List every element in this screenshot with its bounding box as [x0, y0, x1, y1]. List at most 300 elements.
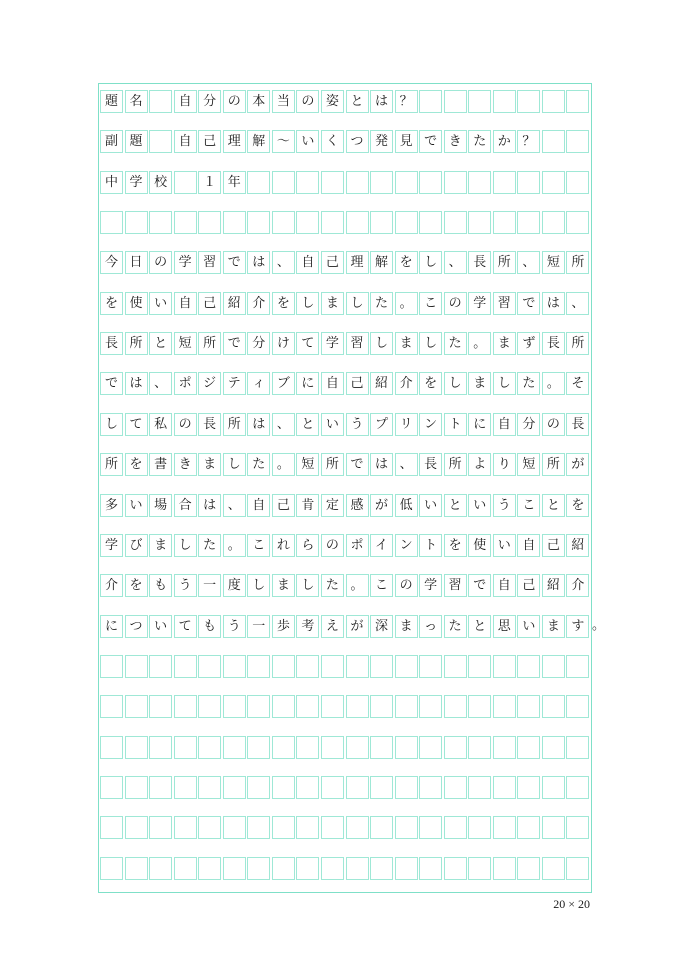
grid-cell — [149, 211, 172, 234]
grid-cell — [517, 776, 540, 799]
grid-cell: い — [419, 494, 442, 517]
grid-cell: 介 — [395, 372, 418, 395]
grid-cell — [493, 816, 516, 839]
grid-cell: 深 — [370, 615, 393, 638]
grid-cell: ま — [198, 453, 221, 476]
grid-cell: た — [247, 453, 270, 476]
grid-cell — [468, 171, 491, 194]
grid-cell: ト — [444, 413, 467, 436]
grid-cell — [149, 776, 172, 799]
grid-cell — [272, 695, 295, 718]
grid-cell: ま — [321, 292, 344, 315]
grid-row — [99, 171, 591, 194]
grid-cell — [566, 655, 589, 678]
grid-cell — [419, 171, 442, 194]
grid-cell — [149, 655, 172, 678]
grid-cell: の — [174, 413, 197, 436]
grid-cell: た — [517, 372, 540, 395]
grid-cell: 所 — [198, 332, 221, 355]
grid-cell — [419, 776, 442, 799]
overflow-punctuation: 。 — [592, 617, 606, 633]
grid-cell: 習 — [198, 251, 221, 274]
grid-cell: 自 — [493, 413, 516, 436]
grid-cell — [517, 171, 540, 194]
grid-cell: 長 — [100, 332, 123, 355]
grid-cell: 分 — [247, 332, 270, 355]
grid-cell — [370, 655, 393, 678]
grid-cell: う — [174, 574, 197, 597]
grid-row — [99, 453, 591, 476]
grid-cell: し — [370, 332, 393, 355]
grid-cell: ま — [272, 574, 295, 597]
grid-cell — [419, 816, 442, 839]
grid-cell: 所 — [223, 413, 246, 436]
grid-cell: 己 — [542, 534, 565, 557]
grid-cell — [247, 171, 270, 194]
grid-cell: 多 — [100, 494, 123, 517]
grid-cell — [542, 736, 565, 759]
grid-cell: ジ — [198, 372, 221, 395]
grid-cell: 低 — [395, 494, 418, 517]
grid-cell — [395, 171, 418, 194]
grid-cell — [100, 211, 123, 234]
grid-cell: は — [198, 494, 221, 517]
grid-row — [99, 816, 591, 839]
grid-cell: を — [566, 494, 589, 517]
grid-cell — [444, 695, 467, 718]
grid-cell: て — [125, 413, 148, 436]
grid-cell — [125, 816, 148, 839]
grid-cell: 感 — [346, 494, 369, 517]
grid-cell — [223, 776, 246, 799]
grid-row — [99, 90, 591, 113]
grid-cell: 習 — [444, 574, 467, 597]
grid-row — [99, 776, 591, 799]
grid-cell — [223, 211, 246, 234]
grid-cell: も — [149, 574, 172, 597]
grid-cell — [444, 655, 467, 678]
grid-cell: に — [100, 615, 123, 638]
grid-cell: 自 — [174, 130, 197, 153]
grid-cell: 学 — [125, 171, 148, 194]
grid-cell: の — [444, 292, 467, 315]
grid-cell: 思 — [493, 615, 516, 638]
grid-cell — [517, 857, 540, 880]
grid-cell: 肯 — [296, 494, 319, 517]
grid-cell: 一 — [198, 574, 221, 597]
grid-cell: ず — [517, 332, 540, 355]
grid-cell: き — [174, 453, 197, 476]
grid-cell — [395, 655, 418, 678]
grid-cell: 紹 — [370, 372, 393, 395]
grid-cell — [542, 857, 565, 880]
grid-cell: て — [174, 615, 197, 638]
grid-cell: 発 — [370, 130, 393, 153]
grid-cell — [542, 211, 565, 234]
grid-cell — [321, 816, 344, 839]
grid-cell: 所 — [444, 453, 467, 476]
grid-cell — [174, 171, 197, 194]
grid-cell — [198, 857, 221, 880]
grid-cell — [223, 736, 246, 759]
grid-cell: と — [542, 494, 565, 517]
grid-size-label: 20 × 20 — [553, 897, 590, 911]
grid-cell — [223, 655, 246, 678]
grid-cell — [517, 695, 540, 718]
grid-cell: は — [247, 251, 270, 274]
grid-cell — [272, 171, 295, 194]
grid-cell: 本 — [247, 90, 270, 113]
grid-cell: 、 — [395, 453, 418, 476]
grid-cell: 。 — [395, 292, 418, 315]
grid-cell: い — [321, 413, 344, 436]
grid-cell — [542, 655, 565, 678]
grid-cell — [346, 655, 369, 678]
grid-cell: 分 — [198, 90, 221, 113]
grid-cell: 、 — [149, 372, 172, 395]
grid-cell — [149, 130, 172, 153]
grid-cell — [493, 776, 516, 799]
grid-cell: 学 — [100, 534, 123, 557]
manuscript-paper-sheet — [98, 83, 592, 893]
grid-cell: を — [419, 372, 442, 395]
grid-cell — [395, 736, 418, 759]
grid-cell: を — [125, 574, 148, 597]
grid-cell: た — [468, 130, 491, 153]
grid-cell — [493, 171, 516, 194]
grid-cell: 短 — [542, 251, 565, 274]
grid-cell: 短 — [517, 453, 540, 476]
grid-cell: ブ — [272, 372, 295, 395]
grid-cell — [174, 695, 197, 718]
grid-cell: て — [296, 332, 319, 355]
grid-cell — [444, 857, 467, 880]
grid-cell: い — [468, 494, 491, 517]
grid-cell: テ — [223, 372, 246, 395]
grid-cell — [370, 816, 393, 839]
grid-cell: に — [296, 372, 319, 395]
grid-cell: い — [149, 615, 172, 638]
grid-cell: し — [247, 574, 270, 597]
grid-cell: し — [346, 292, 369, 315]
grid-cell — [468, 736, 491, 759]
grid-cell: い — [296, 130, 319, 153]
grid-cell — [198, 211, 221, 234]
grid-cell: を — [395, 251, 418, 274]
grid-cell — [296, 655, 319, 678]
grid-cell: 姿 — [321, 90, 344, 113]
grid-cell: 副 — [100, 130, 123, 153]
grid-cell — [247, 857, 270, 880]
grid-cell: こ — [370, 574, 393, 597]
grid-cell: 己 — [517, 574, 540, 597]
grid-cell: 所 — [125, 332, 148, 355]
grid-cell: 自 — [174, 90, 197, 113]
grid-cell — [346, 171, 369, 194]
grid-cell: ィ — [247, 372, 270, 395]
grid-cell — [272, 816, 295, 839]
grid-cell — [100, 857, 123, 880]
grid-row — [99, 736, 591, 759]
grid-cell — [468, 857, 491, 880]
grid-cell — [444, 171, 467, 194]
grid-cell: 中 — [100, 171, 123, 194]
grid-cell: で — [223, 251, 246, 274]
grid-cell: し — [419, 251, 442, 274]
grid-cell: ？ — [395, 90, 418, 113]
grid-cell — [100, 736, 123, 759]
grid-cell — [100, 816, 123, 839]
grid-cell: 学 — [174, 251, 197, 274]
grid-cell: 歩 — [272, 615, 295, 638]
grid-cell — [542, 130, 565, 153]
grid-row — [99, 251, 591, 274]
grid-cell: う — [223, 615, 246, 638]
grid-cell: し — [493, 372, 516, 395]
grid-cell — [517, 90, 540, 113]
grid-cell: 短 — [296, 453, 319, 476]
grid-cell — [346, 776, 369, 799]
grid-cell — [542, 816, 565, 839]
grid-cell: 自 — [296, 251, 319, 274]
grid-cell — [223, 695, 246, 718]
grid-cell — [542, 695, 565, 718]
grid-cell: 己 — [321, 251, 344, 274]
grid-cell: い — [493, 534, 516, 557]
grid-cell — [223, 857, 246, 880]
grid-cell: 習 — [493, 292, 516, 315]
grid-cell — [100, 655, 123, 678]
grid-cell: 、 — [566, 292, 589, 315]
grid-cell — [370, 776, 393, 799]
grid-cell: び — [125, 534, 148, 557]
grid-cell: 題 — [100, 90, 123, 113]
grid-cell: し — [174, 534, 197, 557]
grid-cell: い — [517, 615, 540, 638]
grid-cell: り — [493, 453, 516, 476]
grid-cell: リ — [395, 413, 418, 436]
grid-cell — [272, 736, 295, 759]
grid-cell: つ — [346, 130, 369, 153]
grid-cell — [493, 695, 516, 718]
grid-cell — [296, 857, 319, 880]
grid-cell: 、 — [517, 251, 540, 274]
grid-cell: 介 — [247, 292, 270, 315]
grid-cell: ま — [395, 615, 418, 638]
grid-cell — [125, 655, 148, 678]
grid-cell: き — [444, 130, 467, 153]
grid-cell: を — [272, 292, 295, 315]
grid-cell — [174, 211, 197, 234]
grid-cell — [346, 211, 369, 234]
grid-cell: う — [493, 494, 516, 517]
grid-cell: イ — [370, 534, 393, 557]
grid-cell — [444, 736, 467, 759]
grid-cell: で — [419, 130, 442, 153]
grid-cell — [100, 695, 123, 718]
grid-cell: 紹 — [542, 574, 565, 597]
grid-cell — [566, 90, 589, 113]
grid-cell: 長 — [468, 251, 491, 274]
grid-cell: と — [346, 90, 369, 113]
grid-cell: 日 — [125, 251, 148, 274]
grid-cell: 自 — [247, 494, 270, 517]
grid-cell: の — [223, 90, 246, 113]
grid-cell: こ — [419, 292, 442, 315]
grid-row — [99, 494, 591, 517]
grid-cell — [493, 857, 516, 880]
grid-cell: 当 — [272, 90, 295, 113]
grid-cell — [346, 857, 369, 880]
grid-cell: た — [370, 292, 393, 315]
grid-cell: 習 — [346, 332, 369, 355]
grid-cell — [395, 816, 418, 839]
grid-cell: 所 — [493, 251, 516, 274]
grid-cell — [566, 736, 589, 759]
grid-cell — [419, 90, 442, 113]
grid-cell: た — [444, 332, 467, 355]
grid-cell: は — [125, 372, 148, 395]
grid-cell — [272, 211, 295, 234]
grid-cell: 所 — [542, 453, 565, 476]
grid-cell — [296, 776, 319, 799]
grid-cell: 学 — [468, 292, 491, 315]
grid-cell — [566, 776, 589, 799]
grid-cell: ま — [395, 332, 418, 355]
grid-cell: た — [198, 534, 221, 557]
grid-cell — [272, 857, 295, 880]
grid-cell — [247, 695, 270, 718]
grid-cell: 介 — [566, 574, 589, 597]
grid-cell: 定 — [321, 494, 344, 517]
grid-cell: 年 — [223, 171, 246, 194]
grid-cell: た — [321, 574, 344, 597]
grid-cell: 私 — [149, 413, 172, 436]
grid-cell: 。 — [346, 574, 369, 597]
grid-cell — [370, 211, 393, 234]
grid-cell: 度 — [223, 574, 246, 597]
grid-cell — [272, 655, 295, 678]
grid-cell: 理 — [223, 130, 246, 153]
grid-cell: 題 — [125, 130, 148, 153]
grid-cell — [321, 695, 344, 718]
grid-cell — [444, 211, 467, 234]
grid-cell: と — [468, 615, 491, 638]
grid-cell: ま — [468, 372, 491, 395]
grid-cell — [493, 655, 516, 678]
grid-cell: 名 — [125, 90, 148, 113]
grid-cell — [444, 816, 467, 839]
grid-row — [99, 372, 591, 395]
grid-cell — [419, 655, 442, 678]
grid-cell: け — [272, 332, 295, 355]
grid-cell — [395, 857, 418, 880]
grid-cell — [321, 776, 344, 799]
grid-cell — [517, 816, 540, 839]
grid-row — [99, 655, 591, 678]
grid-cell: と — [149, 332, 172, 355]
grid-cell — [125, 211, 148, 234]
grid-cell: ポ — [174, 372, 197, 395]
grid-cell — [198, 816, 221, 839]
grid-cell — [566, 816, 589, 839]
grid-cell: 所 — [100, 453, 123, 476]
grid-cell — [542, 90, 565, 113]
grid-cell: 己 — [198, 130, 221, 153]
grid-cell — [100, 776, 123, 799]
grid-cell: ポ — [346, 534, 369, 557]
grid-cell — [493, 211, 516, 234]
grid-cell: 見 — [395, 130, 418, 153]
grid-cell — [419, 857, 442, 880]
grid-cell — [321, 857, 344, 880]
grid-cell: 長 — [419, 453, 442, 476]
grid-cell: 己 — [198, 292, 221, 315]
grid-cell: っ — [419, 615, 442, 638]
grid-cell — [174, 776, 197, 799]
grid-cell — [346, 736, 369, 759]
grid-cell: の — [542, 413, 565, 436]
grid-cell: 書 — [149, 453, 172, 476]
grid-row — [99, 413, 591, 436]
grid-cell: と — [296, 413, 319, 436]
grid-cell — [370, 171, 393, 194]
grid-cell: 介 — [100, 574, 123, 597]
grid-cell — [395, 695, 418, 718]
grid-row — [99, 130, 591, 153]
grid-cell — [223, 816, 246, 839]
grid-cell: う — [346, 413, 369, 436]
grid-cell — [517, 736, 540, 759]
grid-cell — [444, 90, 467, 113]
grid-cell — [419, 695, 442, 718]
grid-cell: こ — [517, 494, 540, 517]
grid-cell: い — [125, 494, 148, 517]
grid-cell: 所 — [566, 332, 589, 355]
grid-cell — [370, 695, 393, 718]
grid-cell: し — [100, 413, 123, 436]
grid-cell: 解 — [370, 251, 393, 274]
grid-row — [99, 695, 591, 718]
grid-cell: 解 — [247, 130, 270, 153]
grid-cell — [419, 211, 442, 234]
grid-cell — [321, 211, 344, 234]
grid-cell: 今 — [100, 251, 123, 274]
grid-cell: 長 — [566, 413, 589, 436]
grid-cell: で — [223, 332, 246, 355]
grid-cell — [247, 211, 270, 234]
grid-cell — [149, 736, 172, 759]
grid-cell — [174, 655, 197, 678]
grid-cell: 。 — [542, 372, 565, 395]
grid-cell: 所 — [566, 251, 589, 274]
grid-cell: 、 — [272, 413, 295, 436]
grid-cell: 。 — [272, 453, 295, 476]
grid-cell — [321, 655, 344, 678]
grid-row — [99, 574, 591, 597]
grid-cell — [125, 736, 148, 759]
grid-cell: 使 — [468, 534, 491, 557]
grid-cell: し — [223, 453, 246, 476]
grid-cell: 合 — [174, 494, 197, 517]
grid-cell: す — [566, 615, 589, 638]
grid-cell — [419, 736, 442, 759]
grid-cell: も — [198, 615, 221, 638]
grid-cell — [566, 857, 589, 880]
grid-cell — [198, 655, 221, 678]
grid-cell — [468, 211, 491, 234]
grid-cell — [468, 655, 491, 678]
